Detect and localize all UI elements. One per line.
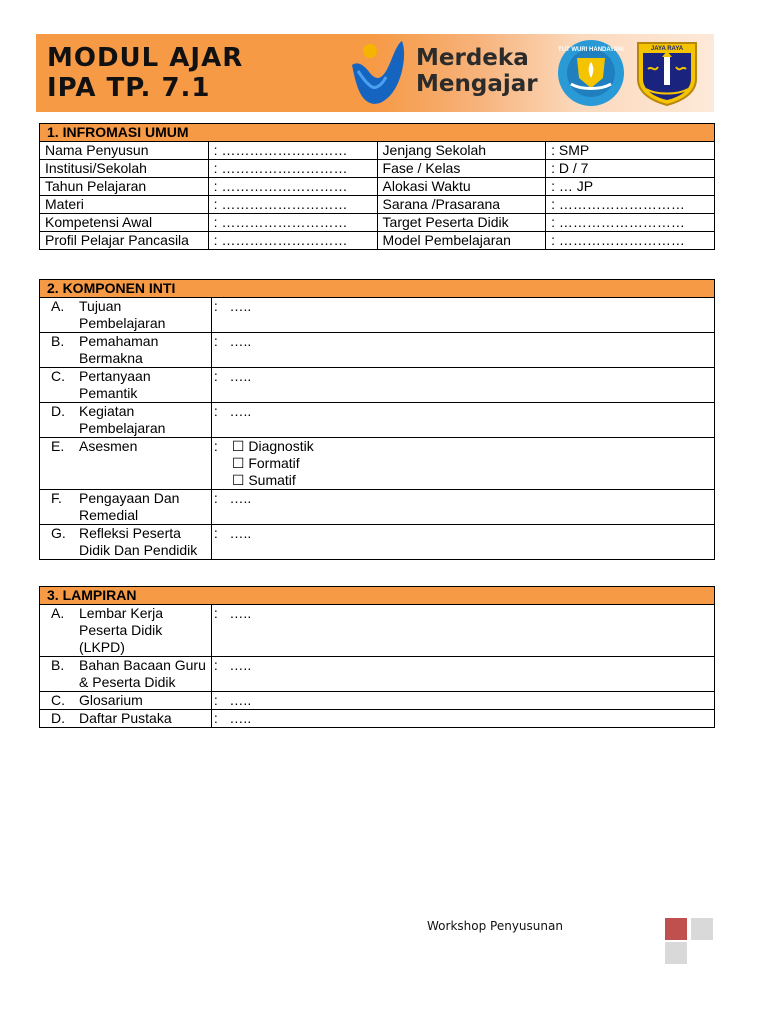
header-banner (36, 34, 714, 112)
table-row (40, 178, 715, 196)
row-label: Pertanyaan Pemantik (79, 368, 151, 401)
row-letter: C. (51, 368, 65, 384)
info-label: Tahun Pelajaran (40, 178, 209, 196)
row-letter: F. (51, 490, 62, 506)
table-row (40, 160, 715, 178)
row-label: Pemahaman Bermakna (79, 333, 159, 366)
row-value-field[interactable] (211, 525, 714, 560)
row-label: Glosarium (79, 692, 143, 708)
dki-jakarta-emblem-icon (634, 39, 700, 107)
dki-logo-text: JAYA RAYA (650, 46, 684, 52)
table-row (40, 142, 715, 160)
info-value-field[interactable]: : ……………………… (208, 178, 377, 196)
row-value-field[interactable] (211, 368, 714, 403)
row-value: : ….. (213, 298, 252, 314)
info-value-field[interactable]: : … JP (546, 178, 715, 196)
row-value-field[interactable] (211, 298, 714, 333)
brand-line-2: Mengajar (416, 71, 538, 97)
checkbox-formatif[interactable]: ☐ Formatif (231, 455, 300, 471)
table-row (40, 368, 715, 403)
svg-text:TUT WURI HANDAYANI (558, 47, 624, 53)
section-1-heading: 1. INFROMASI UMUM (40, 124, 715, 142)
row-value: : ….. (213, 710, 252, 726)
row-value: : ….. (213, 692, 252, 708)
row-letter: A. (51, 605, 65, 621)
row-label: Lembar Kerja Peserta Didik (LKPD) (79, 605, 164, 655)
document-title (47, 43, 243, 103)
info-label: Profil Pelajar Pancasila (40, 232, 209, 250)
assessment-options (211, 438, 714, 490)
tut-wuri-handayani-logo-icon (553, 38, 629, 108)
row-label: Daftar Pustaka (79, 710, 172, 726)
row-label: Kegiatan Pembelajaran (79, 403, 166, 436)
info-label: Model Pembelajaran (377, 232, 546, 250)
info-value-field[interactable]: : D / 7 (546, 160, 715, 178)
table-row (40, 214, 715, 232)
row-label: Refleksi Peserta Didik Dan Pendidik (79, 525, 198, 558)
table-row (40, 490, 715, 525)
row-value: : ….. (213, 657, 252, 673)
row-label: Pengayaan Dan Remedial (79, 490, 180, 523)
row-letter: C. (51, 692, 65, 708)
row-value-field[interactable] (211, 333, 714, 368)
info-label: Target Peserta Didik (377, 214, 546, 232)
info-value-field[interactable]: : ……………………… (208, 196, 377, 214)
row-value-field[interactable] (211, 490, 714, 525)
table-row (40, 196, 715, 214)
row-letter: D. (51, 710, 65, 726)
row-value-field[interactable] (211, 710, 714, 728)
info-value-field[interactable]: : ……………………… (208, 160, 377, 178)
info-label: Nama Penyusun (40, 142, 209, 160)
attachments-table (39, 586, 715, 728)
row-letter: B. (51, 657, 65, 673)
table-row (40, 438, 715, 490)
footer-text: Workshop Penyusunan (427, 919, 563, 933)
info-label: Fase / Kelas (377, 160, 546, 178)
row-value: : ….. (213, 605, 252, 621)
checkbox-diagnostik[interactable]: ☐ Diagnostik (231, 438, 314, 454)
info-value-field[interactable]: : ……………………… (208, 232, 377, 250)
row-value-field[interactable] (211, 605, 714, 657)
footer-decor-square (665, 918, 687, 940)
row-value-field[interactable] (211, 692, 714, 710)
row-letter: A. (51, 298, 65, 314)
row-value: : ….. (213, 525, 252, 541)
table-row (40, 657, 715, 692)
info-label: Institusi/Sekolah (40, 160, 209, 178)
table-row (40, 333, 715, 368)
info-label: Materi (40, 196, 209, 214)
info-value-field[interactable]: : ……………………… (546, 232, 715, 250)
core-components-table (39, 279, 715, 560)
row-value: : ….. (213, 368, 252, 384)
section-2-heading: 2. KOMPONEN INTI (40, 280, 715, 298)
table-row (40, 232, 715, 250)
row-value-field[interactable] (211, 403, 714, 438)
table-row (40, 298, 715, 333)
section-3-heading: 3. LAMPIRAN (40, 587, 715, 605)
info-label: Jenjang Sekolah (377, 142, 546, 160)
info-value-field[interactable]: : ……………………… (208, 214, 377, 232)
row-value: : ….. (213, 333, 252, 349)
row-label: Bahan Bacaan Guru & Peserta Didik (79, 657, 206, 690)
info-label: Alokasi Waktu (377, 178, 546, 196)
info-value-field[interactable]: : SMP (546, 142, 715, 160)
title-line-1: MODUL AJAR (47, 43, 244, 73)
table-row (40, 525, 715, 560)
table-row (40, 403, 715, 438)
row-label: Asesmen (79, 438, 138, 454)
svg-text:JAYA RAYA (651, 46, 684, 52)
row-letter: G. (51, 525, 66, 541)
table-row (40, 605, 715, 657)
row-letter: D. (51, 403, 65, 419)
footer-decor-square (691, 918, 713, 940)
info-value-field[interactable]: : ……………………… (546, 196, 715, 214)
info-label: Sarana /Prasarana (377, 196, 546, 214)
row-letter: B. (51, 333, 65, 349)
info-label: Kompetensi Awal (40, 214, 209, 232)
tut-logo-text: TUT WURI HANDAYANI (558, 47, 624, 53)
row-letter: E. (51, 438, 65, 454)
brand-text (416, 45, 538, 97)
checkbox-sumatif[interactable]: ☐ Sumatif (231, 472, 296, 488)
title-line-2: IPA TP. 7.1 (47, 73, 211, 103)
row-label: Tujuan Pembelajaran (79, 298, 166, 331)
table-row (40, 692, 715, 710)
info-value-field[interactable]: : ……………………… (546, 214, 715, 232)
footer-decor-square (665, 942, 687, 964)
general-info-table (39, 123, 715, 250)
table-row (40, 710, 715, 728)
row-value: : ….. (213, 490, 252, 506)
row-value-field[interactable] (211, 657, 714, 692)
row-value: : ….. (213, 403, 252, 419)
row-value: : (213, 438, 218, 454)
info-value-field[interactable]: : ……………………… (208, 142, 377, 160)
merdeka-mengajar-logo-icon (348, 37, 408, 109)
brand-line-1: Merdeka (416, 45, 529, 71)
